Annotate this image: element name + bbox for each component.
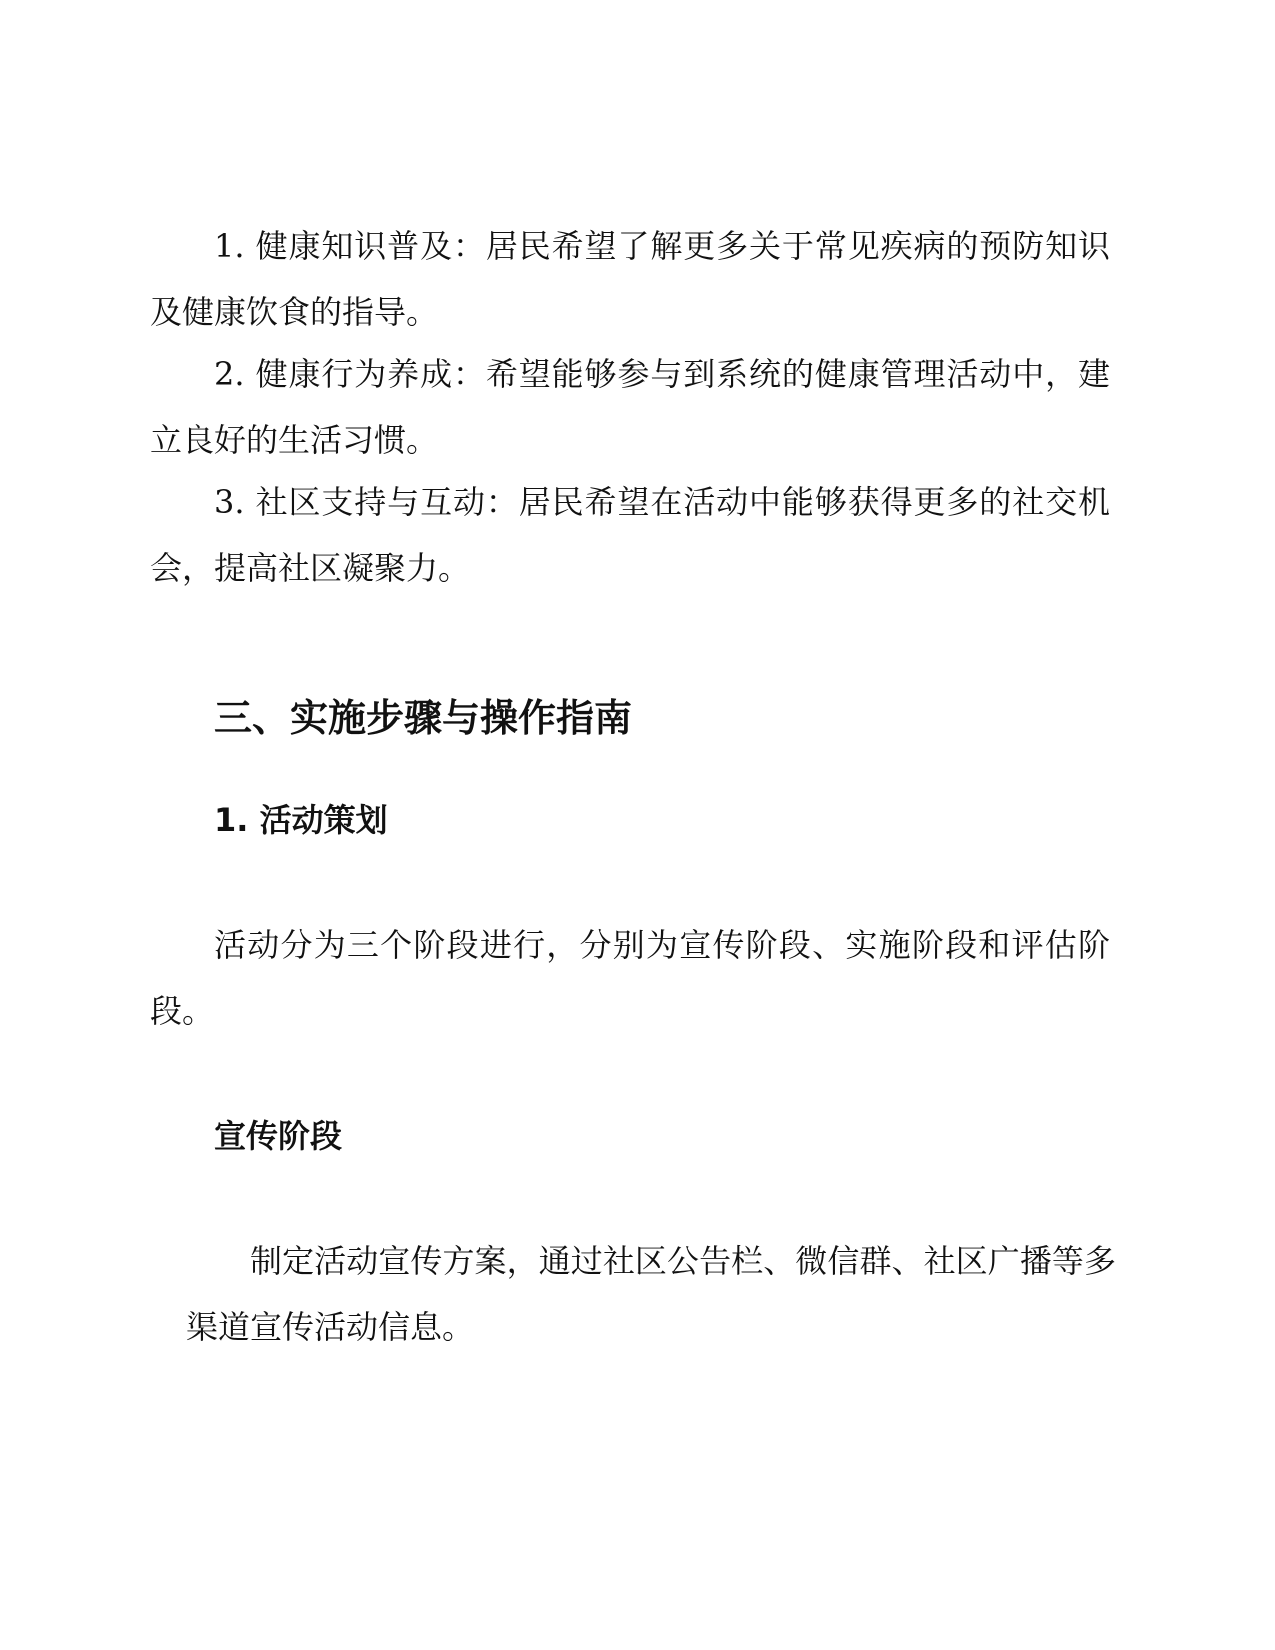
subsection-planning-title: 1. 活动策划 <box>214 801 388 839</box>
phase-publicity-title: 宣传阶段 <box>214 1117 343 1155</box>
needs-item-3: 3. 社区支持与互动：居民希望在活动中能够获得更多的社交机会，提高社区凝聚力。 <box>150 483 1110 587</box>
section-title: 三、实施步骤与操作指南 <box>214 696 633 740</box>
needs-item-1: 1. 健康知识普及：居民希望了解更多关于常见疾病的预防知识及健康饮食的指导。 <box>150 227 1110 331</box>
phase-publicity-body: 制定活动宣传方案，通过社区公告栏、微信群、社区广播等多渠道宣传活动信息。 <box>186 1242 1116 1346</box>
planning-body: 活动分为三个阶段进行，分别为宣传阶段、实施阶段和评估阶段。 <box>150 926 1110 1030</box>
needs-item-2: 2. 健康行为养成：希望能够参与到系统的健康管理活动中，建立良好的生活习惯。 <box>150 355 1110 459</box>
